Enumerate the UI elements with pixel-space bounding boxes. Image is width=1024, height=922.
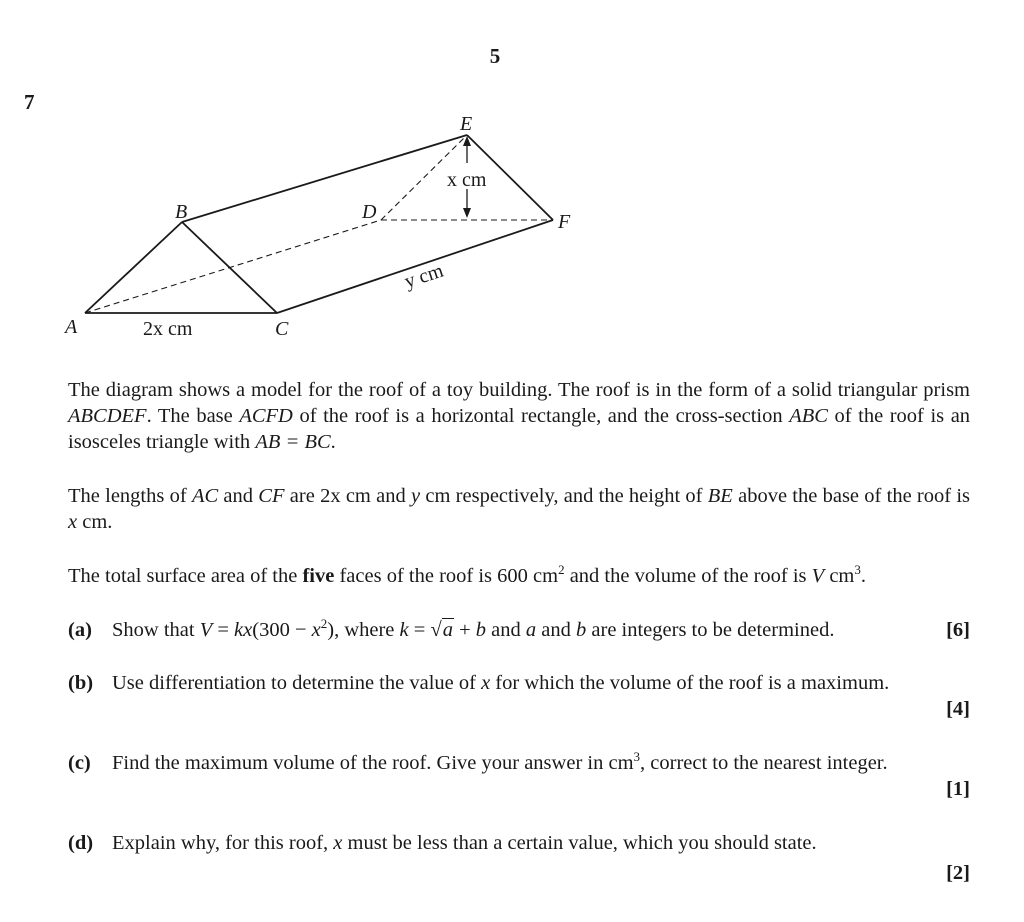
edge-ad-hidden <box>85 220 381 313</box>
vertex-label-b: B <box>175 201 188 223</box>
sqrt-symbol: √a <box>430 619 453 641</box>
part-c: (c) Find the maximum volume of the roof. Give your answer in $cm^3$, correct to the nearest integer. [1] <box>68 749 970 800</box>
part-b: (b) Use differentiation to determine the value of x for which the volume of the roof is a maximum. [4] <box>68 672 970 720</box>
dimension-label-length: y cm <box>401 259 447 293</box>
dimension-label-base: 2x cm <box>143 318 193 340</box>
part-d-marks: [2] <box>946 862 970 884</box>
page-number: 5 <box>489 44 501 68</box>
vertex-label-e: E <box>460 113 473 135</box>
part-d-label: (d) <box>68 832 94 854</box>
vertex-label-c: C <box>275 318 289 340</box>
part-a-marks: [6] <box>946 619 970 641</box>
lengths-paragraph: The lengths of AC and CF are 2x cm and y cm respectively, and the height of BE above the base of the roof is x cm. <box>68 485 971 533</box>
vertex-label-a: A <box>65 316 78 338</box>
vertex-label-f: F <box>558 211 571 233</box>
part-c-marks: [1] <box>946 778 970 800</box>
vertex-label-d: D <box>362 201 377 223</box>
part-a-label: (a) <box>68 619 92 641</box>
edge-be <box>182 135 467 222</box>
height-arrow-head-down <box>463 208 471 218</box>
question-number: 7 <box>24 90 35 114</box>
part-b-marks: [4] <box>946 698 970 720</box>
part-a: (a) Show that $V = kx(300 - x^2)$, where k = √a + b and a and b are integers to be determined. [6] <box>68 616 970 641</box>
prism-diagram <box>55 105 615 350</box>
edge-ab <box>85 222 182 313</box>
part-b-label: (b) <box>68 672 94 694</box>
intro-paragraph: The diagram shows a model for the roof of a toy building. The roof is in the form of a solid triangular prism ABCDEF. The base ACFD of the roof is a horizontal rectangle, and the cross-section ABC of the roof is an isosceles triangle with AB = BC. <box>68 379 971 453</box>
surface-area-paragraph: The total surface area of the five faces of the roof is 600 $cm^2$ and the volume of the roof is V $cm^3$. <box>68 562 866 587</box>
part-d: (d) Explain why, for this roof, x must be less than a certain value, which you should state. [2] <box>68 832 970 884</box>
dimension-label-height: x cm <box>447 169 487 191</box>
part-c-label: (c) <box>68 752 91 774</box>
